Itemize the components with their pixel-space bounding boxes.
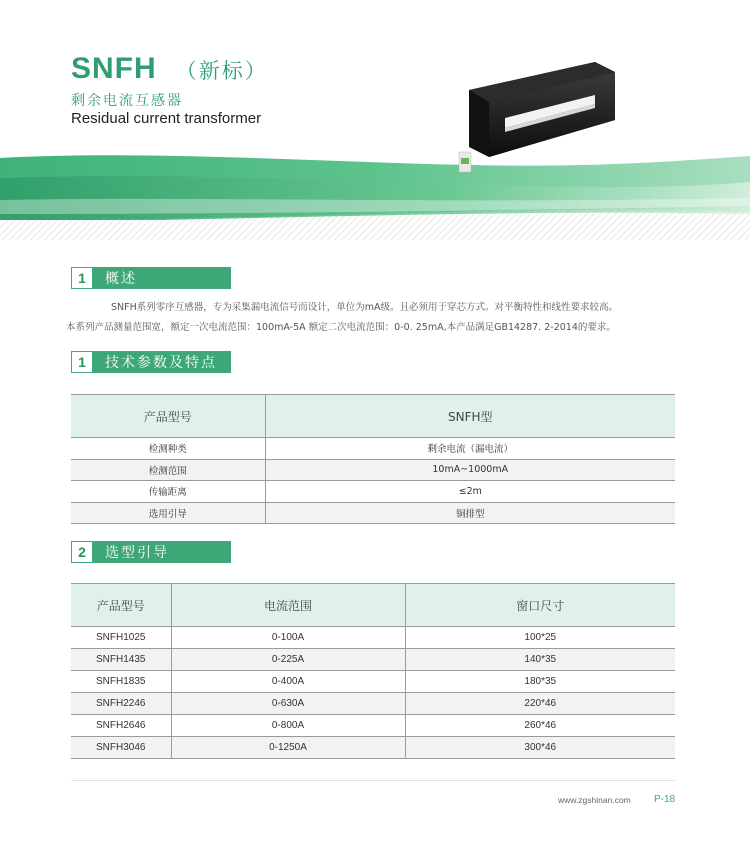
section-heading-selection xyxy=(71,541,231,563)
table-cell: 0-100A xyxy=(171,627,405,649)
table-cell: 140*35 xyxy=(405,649,675,671)
table-cell: 0-400A xyxy=(171,671,405,693)
table-cell: 260*46 xyxy=(405,715,675,737)
table-cell: 检测范围 xyxy=(71,459,265,481)
section-heading-specs xyxy=(71,351,231,373)
table-row xyxy=(71,459,675,481)
overview-line-1: SNFH系列零序互感器，专为采集漏电流信号而设计，单位为mA级。且必须用于穿芯方式。对平衡特性和线性要求较高。 xyxy=(111,302,618,313)
table-row xyxy=(71,438,675,460)
table-row xyxy=(71,649,675,671)
table-cell: 10mA~1000mA xyxy=(265,459,675,481)
table-cell: SNFH2246 xyxy=(71,693,171,715)
selection-table xyxy=(71,583,675,759)
table-row xyxy=(71,481,675,503)
table-row xyxy=(71,671,675,693)
table-cell: 180*35 xyxy=(405,671,675,693)
section-number: 1 xyxy=(71,351,93,373)
section-heading-overview xyxy=(71,267,231,289)
table-cell: SNFH1835 xyxy=(71,671,171,693)
table-cell: SNFH1435 xyxy=(71,649,171,671)
table-cell: 铜排型 xyxy=(265,502,675,524)
table-cell: 0-630A xyxy=(171,693,405,715)
page-number: P-18 xyxy=(654,794,676,805)
table-cell: 选用引导 xyxy=(71,502,265,524)
table-cell: 剩余电流（漏电流） xyxy=(265,438,675,460)
selection-header-cell: 电流范围 xyxy=(171,584,405,627)
section-label: 选型引导 xyxy=(105,545,169,561)
subtitle-cn: 剩余电流互感器 xyxy=(71,93,183,109)
selection-header-cell: 窗口尺寸 xyxy=(405,584,675,627)
section-label: 概述 xyxy=(105,271,137,287)
table-cell: 220*46 xyxy=(405,693,675,715)
overview-line-2: 本系列产品测量范围宽，额定一次电流范围：100mA-5A 额定二次电流范围：0-0. 25mA,本产品满足GB14287. 2-2014的要求。 xyxy=(66,322,616,333)
table-cell: 0-800A xyxy=(171,715,405,737)
table-cell: 0-225A xyxy=(171,649,405,671)
table-cell: SNFH3046 xyxy=(71,737,171,759)
spec-header-cell: SNFH型 xyxy=(265,395,675,438)
selection-header-row xyxy=(71,584,675,627)
table-cell: 传输距离 xyxy=(71,481,265,503)
title-tag: （新标） xyxy=(175,59,268,83)
overview-paragraph xyxy=(66,298,681,338)
table-row xyxy=(71,693,675,715)
table-cell: SNFH1025 xyxy=(71,627,171,649)
section-number: 1 xyxy=(71,267,93,289)
table-row xyxy=(71,737,675,759)
section-number: 2 xyxy=(71,541,93,563)
table-cell: ≤2m xyxy=(265,481,675,503)
table-cell: 100*25 xyxy=(405,627,675,649)
table-cell: 0-1250A xyxy=(171,737,405,759)
footer-divider xyxy=(71,780,675,781)
table-row xyxy=(71,627,675,649)
spec-header-row xyxy=(71,395,675,438)
section-label: 技术参数及特点 xyxy=(105,355,217,371)
page-title: SNFH xyxy=(71,52,157,85)
spec-header-cell: 产品型号 xyxy=(71,395,265,438)
selection-header-cell: 产品型号 xyxy=(71,584,171,627)
subtitle-en: Residual current transformer xyxy=(71,110,262,127)
product-image xyxy=(455,62,625,192)
table-row xyxy=(71,715,675,737)
footer-url[interactable]: www.zgshinan.com xyxy=(558,795,631,805)
table-row xyxy=(71,502,675,524)
spec-table xyxy=(71,394,675,524)
table-cell: 300*46 xyxy=(405,737,675,759)
table-cell: 检测种类 xyxy=(71,438,265,460)
table-cell: SNFH2646 xyxy=(71,715,171,737)
title-block xyxy=(71,52,268,86)
